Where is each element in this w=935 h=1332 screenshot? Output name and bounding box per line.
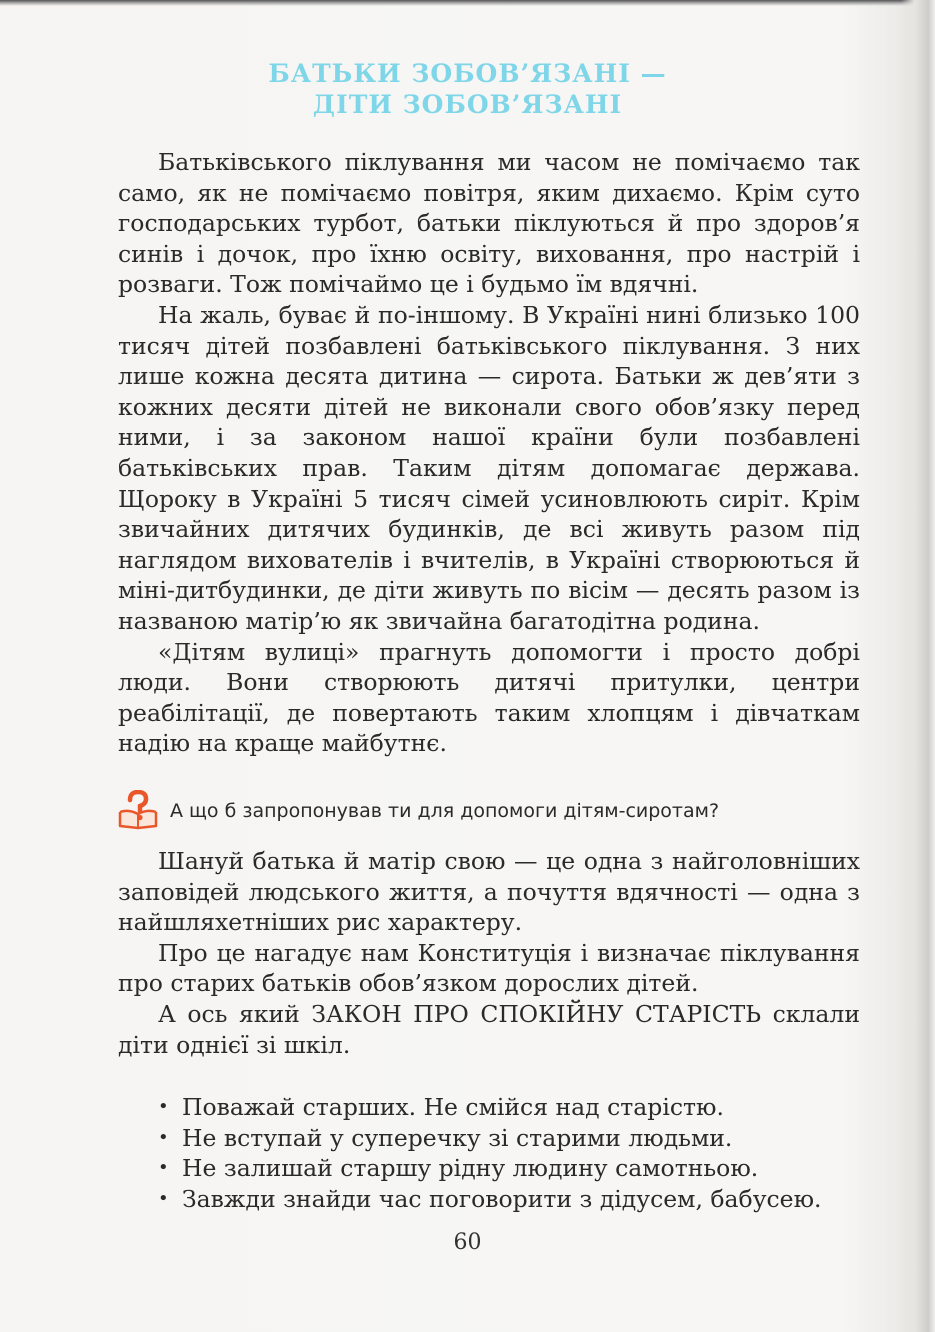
paragraph: Про це нагадує нам Конституція і визначає піклування про старих батьків обов’язком дорослих дітей.: [118, 938, 860, 998]
page-number: 60: [453, 1230, 482, 1255]
second-text-block: [118, 846, 860, 1060]
page-title-line-1: БАТЬКИ ЗОБОВ’ЯЗАНІ —: [268, 59, 667, 88]
rules-list: [156, 1092, 876, 1214]
main-text-block: [118, 147, 860, 759]
list-item: • Поважай старших. Не смійся над старістю.: [156, 1092, 876, 1123]
question-text: А що б запропонував ти для допомоги дітям-сиротам?: [170, 800, 720, 822]
list-item: • Завжди знайди час поговорити з дідусем, бабусею.: [156, 1184, 876, 1215]
question-book-icon: [116, 790, 160, 830]
list-item: • Не вступай у суперечку зі старими людьми.: [156, 1123, 876, 1154]
list-item: • Не залишай старшу рідну людину самотньою.: [156, 1153, 876, 1184]
page-binding-edge: [901, 0, 935, 1332]
paragraph: «Дітям вулиці» прагнуть допомогти і просто добрі люди. Вони створюють дитячі притулки, центри реабілітації, де повертають таким хлопцям і дівчаткам надію на краще майбутнє.: [118, 637, 860, 758]
paragraph: Шануй батька й матір свою — це одна з найголовніших заповідей людського життя, а почуття вдячності — одна з найшляхетніших рис характеру.: [118, 847, 860, 937]
page-title-line-2: ДІТИ ЗОБОВ’ЯЗАНІ: [312, 90, 623, 119]
law-intro: А ось який ЗАКОН ПРО СПОКІЙНУ СТАРІСТЬ склали діти однієї зі шкіл.: [118, 999, 860, 1059]
paragraph: На жаль, буває й по-іншому. В Україні нині близько 100 тисяч дітей позбавлені батьківського піклування. З них лише кожна десята дитина — сирота. Батьки ж дев’яти з кожних десяти дітей не виконали свого обов’язку перед ними, і за законом нашої країни були позбавлені батьківських прав. Таким дітям допомагає держава. Щороку в Україні 5 тисяч сімей усиновлюють сиріт. Крім звичайних дитячих будинків, де всі живуть разом під наглядом вихователів і вчителів, в Україні створюються й міні-дитбудинки, де діти живуть по вісім — десять разом із названою матір’ю як звичайна багатодітна родина.: [118, 300, 860, 635]
top-edge-shadow: [0, 0, 935, 6]
paragraph: Батьківського піклування ми часом не помічаємо так само, як не помічаємо повітря, яким дихаємо. Крім суто господарських турбот, батьки піклуються й про здоров’я синів і дочок, про їхню освіту, виховання, про настрій і розваги. Тож помічаймо це і будьмо їм вдячні.: [118, 148, 860, 299]
discussion-question: [116, 788, 876, 836]
